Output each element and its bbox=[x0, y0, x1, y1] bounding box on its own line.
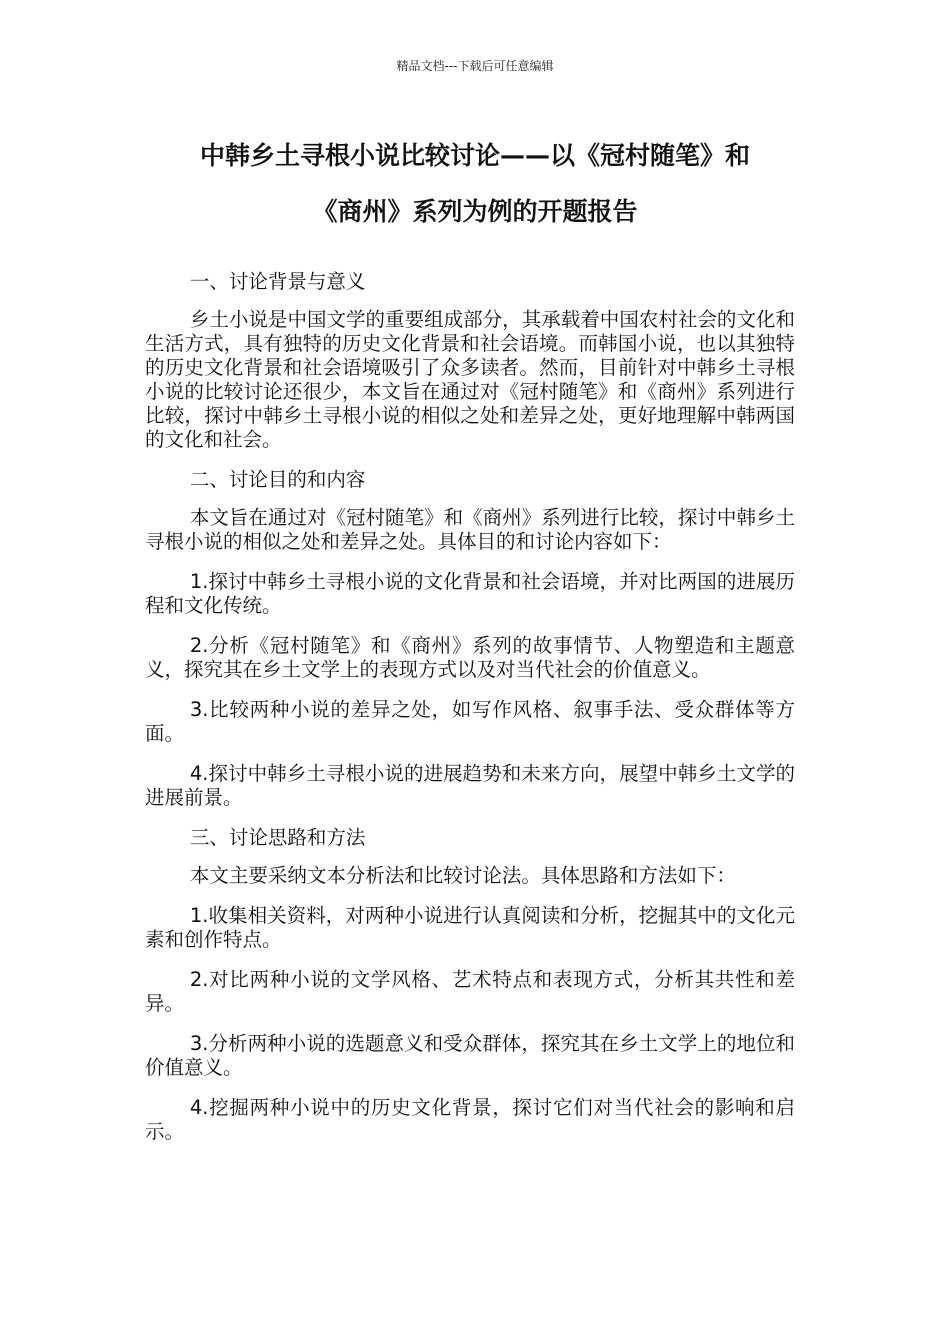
document-body bbox=[145, 270, 795, 1160]
paragraph: 乡土小说是中国文学的重要组成部分，其承载着中国农村社会的文化和生活方式，具有独特的历史文化背景和社会语境。而韩国小说，也以其独特的历史文化背景和社会语境吸引了众多读者。然而，目前针对中韩乡土寻根小说的比较讨论还很少，本文旨在通过对《冠村随笔》和《商州》系列进行比较，探讨中韩乡土寻根小说的相似之处和差异之处，更好地理解中韩两国的文化和社会。 bbox=[145, 308, 795, 451]
page-header: 精品文档---下载后可任意编辑 bbox=[396, 59, 554, 73]
document-title-line-2: 《商州》系列为例的开题报告 bbox=[312, 197, 638, 226]
document-title-line-1: 中韩乡土寻根小说比较讨论——以《冠村随笔》和 bbox=[199, 141, 750, 170]
list-item: 2.对比两种小说的文学风格、艺术特点和表现方式，分析其共性和差异。 bbox=[145, 968, 795, 1015]
list-item: 1.探讨中韩乡土寻根小说的文化背景和社会语境，并对比两国的进展历程和文化传统。 bbox=[145, 570, 795, 617]
paragraph: 本文主要采纳文本分析法和比较讨论法。具体思路和方法如下： bbox=[189, 864, 736, 887]
list-item: 4.挖掘两种小说中的历史文化背景，探讨它们对当代社会的影响和启示。 bbox=[145, 1096, 795, 1143]
document-title bbox=[130, 128, 820, 240]
list-item: 3.比较两种小说的差异之处，如写作风格、叙事手法、受众群体等方面。 bbox=[145, 698, 795, 745]
section-heading-background: 一、讨论背景与意义 bbox=[189, 270, 366, 293]
list-item: 4.探讨中韩乡土寻根小说的进展趋势和未来方向，展望中韩乡土文学的进展前景。 bbox=[145, 762, 795, 809]
list-item: 2.分析《冠村随笔》和《商州》系列的故事情节、人物塑造和主题意义，探究其在乡土文学上的表现方式以及对当代社会的价值意义。 bbox=[145, 634, 795, 681]
paragraph: 本文旨在通过对《冠村随笔》和《商州》系列进行比较，探讨中韩乡土寻根小说的相似之处和差异之处。具体目的和讨论内容如下： bbox=[145, 506, 795, 553]
list-item: 3.分析两种小说的选题意义和受众群体，探究其在乡土文学上的地位和价值意义。 bbox=[145, 1032, 795, 1079]
list-item: 1.收集相关资料，对两种小说进行认真阅读和分析，挖掘其中的文化元素和创作特点。 bbox=[145, 904, 795, 951]
section-heading-purpose: 二、讨论目的和内容 bbox=[189, 468, 366, 491]
section-heading-method: 三、讨论思路和方法 bbox=[189, 826, 366, 849]
